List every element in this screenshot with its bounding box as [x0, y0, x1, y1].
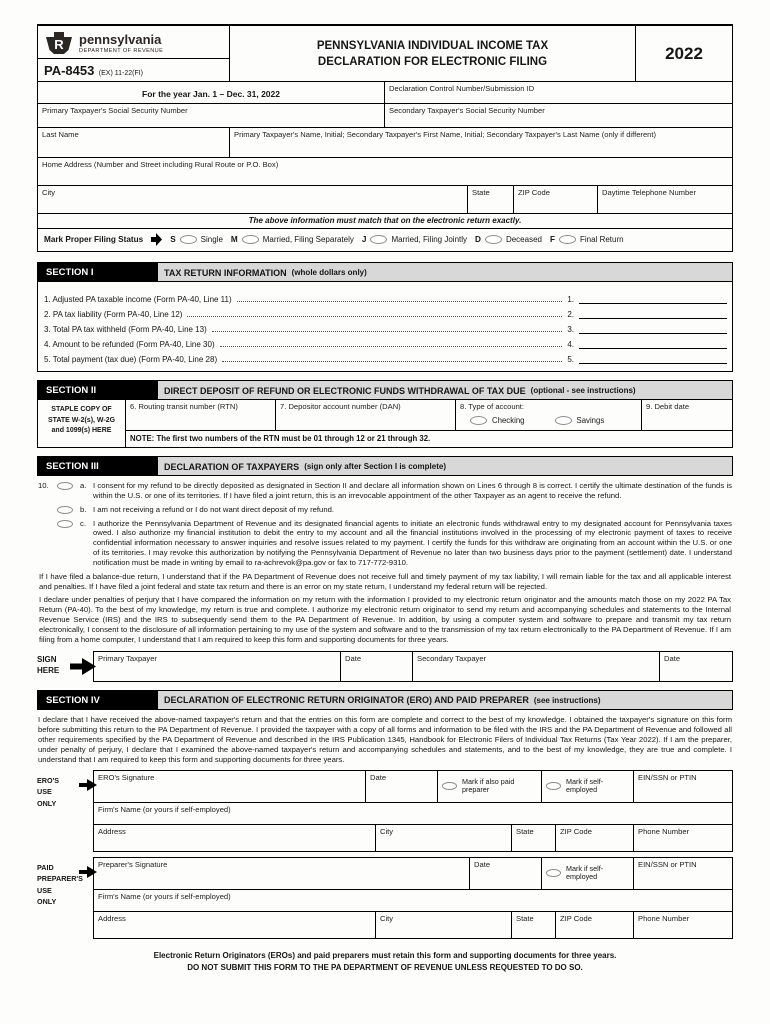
ero-self-employed-oval-checkbox[interactable] — [546, 782, 561, 790]
form-revision: (EX) 11-22(FI) — [98, 70, 144, 77]
tax-year: 2022 — [665, 43, 703, 63]
checking-option[interactable]: Checking — [470, 416, 525, 425]
preparer-self-employed-oval-checkbox[interactable] — [546, 869, 561, 877]
preparer-mark-self-employed-option[interactable]: Mark if self-employed — [542, 858, 634, 889]
ero-ein-field[interactable]: EIN/SSN or PTIN — [638, 772, 697, 782]
section3-header — [37, 456, 733, 476]
agency-subtitle: DEPARTMENT OF REVENUE — [79, 48, 164, 54]
section4-header-label: SECTION IV — [38, 691, 158, 709]
svg-text:R: R — [54, 37, 64, 52]
taxpayer-info-box — [37, 24, 733, 252]
item-10-number: 10. — [38, 481, 49, 490]
home-address-field[interactable]: Home Address (Number and Street including Rural Route or P.O. Box) — [42, 160, 279, 169]
secondary-date-field[interactable]: Date — [664, 653, 681, 663]
ero-mark-self-employed-option[interactable]: Mark if self-employed — [542, 771, 634, 802]
filing-status-option-married-joint[interactable]: J Married, Filing Jointly — [361, 235, 468, 244]
year-period-cell — [38, 82, 385, 103]
city-state-zip-row — [38, 186, 732, 214]
section1-title-bar: TAX RETURN INFORMATION (whole dollars only) — [158, 263, 732, 281]
primary-taxpayer-signature-field[interactable]: Primary Taxpayer — [94, 652, 341, 681]
ero-city-field[interactable]: City — [376, 825, 512, 851]
section3-body — [37, 476, 733, 645]
filing-status-option-married-separate[interactable]: M Married, Filing Separately — [230, 235, 354, 244]
line3-amount-field[interactable] — [579, 323, 727, 334]
mark-paid-preparer-option[interactable]: Mark if also paid preparer — [438, 771, 542, 802]
filing-status-option-final-return[interactable]: F Final Return — [549, 235, 624, 244]
section2-body — [37, 400, 733, 448]
section3-title-bar: DECLARATION OF TAXPAYERS (sign only after Section I is complete) — [158, 457, 732, 475]
option-b-text: I am not receiving a refund or I do not want direct deposit of my refund. — [93, 504, 335, 514]
final-return-oval-checkbox[interactable] — [559, 235, 576, 244]
name-row — [38, 128, 732, 158]
tax-line-5: 5. Total payment (tax due) (Form PA-40, Line 28) 5. — [44, 349, 727, 364]
section1-header-label: SECTION I — [38, 263, 158, 281]
form-number: PA-8453 — [44, 63, 95, 78]
form-title — [230, 26, 636, 81]
year-dcn-row — [38, 82, 732, 104]
last-name-field[interactable]: Last Name — [38, 128, 230, 157]
ssn-row — [38, 104, 732, 128]
footer-retain-note: Electronic Return Originators (EROs) and paid preparers must retain this form and supporting documents for three years. — [153, 950, 617, 960]
ero-zip-field[interactable]: ZIP Code — [556, 825, 634, 851]
pa8453-form — [37, 24, 733, 974]
checking-oval-checkbox[interactable] — [470, 416, 487, 425]
primary-date-field[interactable]: Date — [341, 652, 413, 681]
line5-amount-field[interactable] — [579, 353, 727, 364]
address-row — [38, 158, 732, 186]
deceased-oval-checkbox[interactable] — [485, 235, 502, 244]
declaration-paragraph-1: If I have filed a balance-due return, I understand that if the PA Department of Revenue does not receive full and timely payment of my tax liability, I will remain liable for the tax and all applicable interest and penalties. If I have filed a joint federal and state tax return and there is an error on my state return, I understand my federal return will be rejected. — [39, 571, 731, 591]
ero-table — [93, 770, 733, 852]
line2-amount-field[interactable] — [579, 308, 727, 319]
tax-line-1: 1. Adjusted PA taxable income (Form PA-40, Line 11) 1. — [44, 289, 727, 304]
married-separate-oval-checkbox[interactable] — [242, 235, 259, 244]
declaration-option-c: c. I authorize the Pennsylvania Department of Revenue and its designated financial agents to initiate an electronic funds withdrawal entry to my designated account for Pennsylvania taxes owed. I also authorize my financial institution to debit the entry to my account and all the financial institutions involved in the processing of my electronic payment of taxes to receive confidential information necessary to answer inquiries and resolve issues related to my payment. I certify the funds for this withdraw are originating from an account within the U.S. or one of its territories. I may revoke this authorization by notifying the Pennsylvania Department of Revenue no later than two business days prior to the payment (settlement) date. I understand notification must be made in writing by email to ra-achrevok@pa.gov or fax to 717-772-9310. — [38, 519, 732, 568]
ero-use-only-label: ERO'S USE ONLY — [37, 775, 60, 808]
footer-do-not-submit-note: DO NOT SUBMIT THIS FORM TO THE PA DEPARTMENT OF REVENUE UNLESS REQUESTED TO DO SO. — [187, 962, 583, 972]
phone-field[interactable]: Daytime Telephone Number — [602, 188, 696, 197]
secondary-taxpayer-signature-field[interactable]: Secondary Taxpayer — [413, 652, 660, 681]
preparer-state-field[interactable]: State — [512, 912, 556, 938]
ero-address-field[interactable]: Address — [94, 825, 376, 851]
consent-a-oval-checkbox[interactable] — [57, 482, 73, 490]
header-left — [38, 26, 230, 81]
secondary-ssn-field[interactable]: Secondary Taxpayer's Social Security Number — [389, 106, 545, 115]
filing-status-label: Mark Proper Filing Status — [44, 235, 144, 244]
preparer-arrow-icon — [79, 866, 97, 878]
form-number-row — [38, 58, 229, 82]
ero-firm-name-field[interactable]: Firm's Name (or yours if self-employed) — [98, 804, 231, 814]
preparer-date-field[interactable]: Date — [470, 858, 542, 889]
match-note: The above information must match that on the electronic return exactly. — [38, 214, 732, 229]
sign-here-block — [37, 651, 733, 682]
consent-c-oval-checkbox[interactable] — [57, 520, 73, 528]
ero-signature-field[interactable]: ERO's Signature — [94, 771, 366, 802]
filing-status-arrow-icon — [151, 233, 162, 246]
preparer-firm-name-field[interactable]: Firm's Name (or yours if self-employed) — [98, 891, 231, 901]
preparer-phone-field[interactable]: Phone Number — [638, 913, 690, 923]
consent-b-oval-checkbox[interactable] — [57, 506, 73, 514]
ero-phone-field[interactable]: Phone Number — [638, 826, 690, 836]
filing-status-option-deceased[interactable]: D Deceased — [475, 235, 542, 244]
tax-line-3: 3. Total PA tax withheld (Form PA-40, Line 13) 3. — [44, 319, 727, 334]
section1-header — [37, 262, 733, 282]
year-period-label: For the year Jan. 1 – Dec. 31, 2022 — [142, 88, 280, 99]
form-title-line2: DECLARATION FOR ELECTRONIC FILING — [317, 55, 548, 68]
agency-block — [79, 32, 163, 54]
preparer-signature-field[interactable]: Preparer's Signature — [94, 858, 470, 889]
option-c-text: I authorize the Pennsylvania Department of Revenue and its designated financial agents to initiate an electronic funds withdrawal entry to my designated account for Pennsylvania taxes owed. I also authorize my financial institution to debit the entry to my account and all the financial institutions involved in the processing of my electronic payment of taxes to receive confidential information necessary to answer inquiries and resolve issues related to my payment. I certify the funds for this withdraw are originating from an account within the U.S. or one of its territories. I may revoke this authorization by notifying the Pennsylvania Department of Revenue no later than two business days prior to the payment (settlement) date. I understand notification must be made in writing by email to ra-achrevok@pa.gov or fax to 717-772-9310. — [93, 518, 732, 568]
savings-oval-checkbox[interactable] — [555, 416, 572, 425]
keystone-logo-icon — [44, 30, 74, 56]
paid-preparer-use-only-label: PAID PREPARER'S USE ONLY — [37, 862, 83, 907]
debit-date-field[interactable]: 9. Debit date — [646, 402, 690, 411]
filing-status-row — [38, 229, 732, 251]
signature-table — [93, 651, 733, 682]
section4-header — [37, 690, 733, 710]
preparer-ein-field[interactable]: EIN/SSN or PTIN — [638, 859, 697, 869]
option-a-text: I consent for my refund to be directly deposited as designated in Section II and declare all information shown on Lines 6 through 8 is correct. I certify the ultimate destination of the funds is within the U.S. or one of its territories. If I have filed a joint return, this is an irrevocable appointment of the other Taxpayer as an agent to receive the refund. — [93, 481, 732, 500]
tax-line-4: 4. Amount to be refunded (Form PA-40, Line 30) 4. — [44, 334, 727, 349]
section4-title-bar: DECLARATION OF ELECTRONIC RETURN ORIGINATOR (ERO) AND PAID PREPARER (see instructions) — [158, 691, 732, 709]
married-joint-oval-checkbox[interactable] — [370, 235, 387, 244]
line4-amount-field[interactable] — [579, 338, 727, 349]
preparer-zip-field[interactable]: ZIP Code — [556, 912, 634, 938]
rtn-note: NOTE: The first two numbers of the RTN must be 01 through 12 or 21 through 32. — [130, 434, 431, 443]
preparer-city-field[interactable]: City — [376, 912, 512, 938]
tax-line-2: 2. PA tax liability (Form PA-40, Line 12) 2. — [44, 304, 727, 319]
dcn-field[interactable]: Declaration Control Number/Submission ID — [389, 84, 535, 93]
single-oval-checkbox[interactable] — [180, 235, 197, 244]
account-type-field: 8. Type of account: Checking Savings — [456, 400, 642, 430]
section2-header-label: SECTION II — [38, 381, 158, 399]
section2-title-bar: DIRECT DEPOSIT OF REFUND OR ELECTRONIC FUNDS WITHDRAWAL OF TAX DUE (optional - see instructions) — [158, 381, 732, 399]
section2-header — [37, 380, 733, 400]
ero-date-field[interactable]: Date — [366, 771, 438, 802]
rtn-field[interactable]: 6. Routing transit number (RTN) — [126, 400, 276, 430]
pa-logo — [38, 26, 229, 58]
form-header — [38, 26, 732, 82]
zip-field[interactable]: ZIP Code — [514, 186, 598, 213]
agency-name: pennsylvania — [79, 32, 162, 47]
staple-instruction: STAPLE COPY OF STATE W-2(s), W-2G and 1099(s) HERE — [38, 400, 126, 447]
section3-header-label: SECTION III — [38, 457, 158, 475]
section1-body — [37, 282, 733, 372]
taxpayer-name-field[interactable]: Primary Taxpayer's Name, Initial; Secondary Taxpayer's First Name, Initial; Secondary Taxpayer's Last Name (only if different) — [234, 130, 657, 139]
mark-paid-preparer-oval-checkbox[interactable] — [442, 782, 457, 790]
savings-option[interactable]: Savings — [555, 416, 605, 425]
declaration-paragraph-2: I declare under penalties of perjury that I have compared the information on my return with the information I provided to my electronic return originator and the amounts match those on my 2022 PA Tax Return (PA-40). To the best of my knowledge, my return is true and complete. I authorize my electronic return originator to send my return and accompanying schedules and statements to the Internal Revenue Service (IRS) and the IRS to subsequently send them to the PA Department of Revenue. In addition, by using a computer system and software to prepare and transmit my tax return electronically, I consent to the disclosure of all information pertaining to my use of the system and software and to the transmission of my tax return electronically to the PA Department of Revenue. If I am filing from a home computer, I understand that I am required to keep this form and supporting documents for three years. — [39, 594, 731, 644]
form-title-line1: PENNSYLVANIA INDIVIDUAL INCOME TAX — [316, 39, 549, 52]
section2-fields-area — [126, 400, 732, 447]
line1-amount-field[interactable] — [579, 293, 727, 304]
ero-arrow-icon — [79, 779, 97, 791]
sign-here-label: SIGN HERE — [37, 654, 60, 676]
declaration-option-b: b. I am not receiving a refund or I do not want direct deposit of my refund. — [38, 505, 732, 515]
ero-use-block — [37, 770, 733, 852]
state-field[interactable]: State — [468, 186, 514, 213]
declaration-option-a: 10. a. I consent for my refund to be directly deposited as designated in Section II and declare all information shown on Lines 6 through 8 is correct. I certify the ultimate destination of the funds is within the U.S. or one of its territories. If I have filed a joint return, this is an irrevocable appointment of the other Taxpayer as an agent to receive the refund. — [38, 481, 732, 500]
sign-here-arrow-icon — [70, 658, 96, 675]
preparer-use-block — [37, 857, 733, 939]
dan-field[interactable]: 7. Depositor account number (DAN) — [276, 400, 456, 430]
preparer-table — [93, 857, 733, 939]
form-footer — [37, 950, 733, 974]
ero-state-field[interactable]: State — [512, 825, 556, 851]
filing-status-option-single[interactable]: S Single — [170, 235, 223, 244]
city-field[interactable]: City — [38, 186, 468, 213]
ero-declaration-paragraph: I declare that I have received the above-named taxpayer's return and that the entries on this form are complete and correct to the best of my knowledge. I obtained the taxpayer's signature on this form before submitting this return to the PA Department of Revenue. I provided the taxpayer with a copy of all forms and information to be filed with the IRS and the PA Department of Revenue and followed all other requirements specified by the PA Department of Revenue and described in the IRS Publication 1345, Handbook for Electronic Filers of Individual Tax Returns (Tax Year 2022). If I am the preparer, under penalty of perjury, I declare that I examined the above-named taxpayer's return and accompanying schedules and statements, and to the best of my knowledge, they are true and complete. I understand that I am required to keep this form and supporting documents for three years. — [38, 714, 732, 764]
primary-ssn-field[interactable]: Primary Taxpayer's Social Security Number — [38, 104, 385, 127]
preparer-address-field[interactable]: Address — [94, 912, 376, 938]
